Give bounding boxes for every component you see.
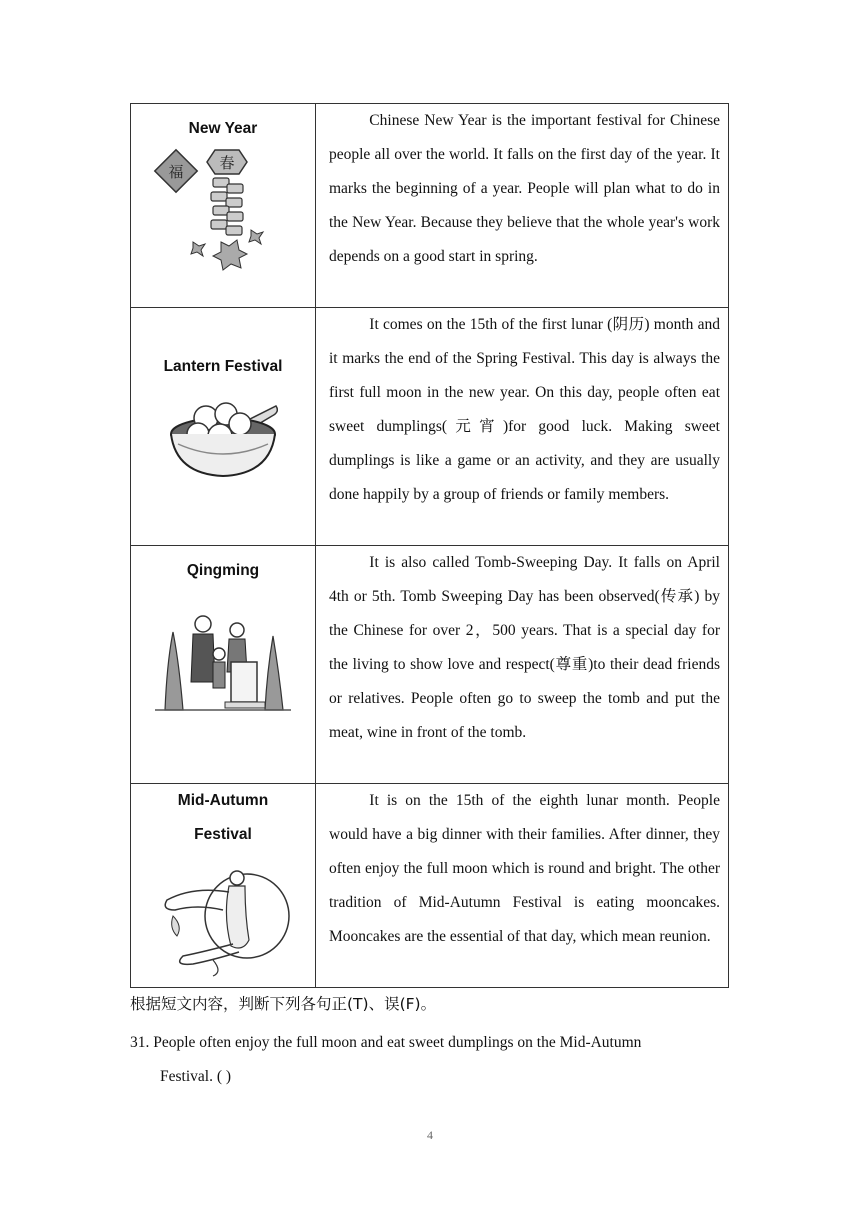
festival-description-cell xyxy=(316,308,729,546)
festival-name: Qingming xyxy=(186,562,260,579)
table-row xyxy=(131,546,729,784)
instruction-text: 根据短文内容，判断下列各句正(T)、误(F)。 xyxy=(130,995,437,1013)
festival-table xyxy=(130,103,729,988)
page-number: 4 xyxy=(427,1128,433,1142)
svg-text:福: 福 xyxy=(168,163,184,181)
table-row xyxy=(131,104,729,308)
table-row xyxy=(131,784,729,988)
firecracker-icon xyxy=(153,146,293,286)
chang-e-moon-icon xyxy=(153,856,293,978)
festival-description: It comes on the 15th of the first lunar (阴历) month and it marks the end of the Spring Festival. This day is always the first full moon in the new year. On this day, people often eat sweet dumplings(元宵)for good luck. Making sweet dumplings is like a game or an activity, and they are usually done happily by a group of friends or family members. xyxy=(329,316,720,503)
festival-name-cell xyxy=(131,784,316,988)
festival-description-cell xyxy=(316,546,729,784)
festival-name-cell xyxy=(131,546,316,784)
festival-name: Lantern Festival xyxy=(163,358,283,375)
festival-description-cell xyxy=(316,784,729,988)
svg-text:春: 春 xyxy=(219,154,235,172)
table-row xyxy=(131,308,729,546)
festival-description: It is on the 15th of the eighth lunar month. People would have a big dinner with their families. After dinner, they often enjoy the full moon which is round and bright. The other tradition of Mid-Autumn Festival is eating mooncakes. Mooncakes are the essential of that day, which mean reunion. xyxy=(329,792,720,945)
festival-description-cell xyxy=(316,104,729,308)
question-31-line1: 31. People often enjoy the full moon and eat sweet dumplings on the Mid-Autumn xyxy=(130,1034,642,1051)
festival-description: It is also called Tomb-Sweeping Day. It falls on April 4th or 5th. Tomb Sweeping Day has been observed(传承) by the Chinese for over 2，500 years. That is a special day for the living to show love and respect(尊重)to their dead friends or relatives. People often go to sweep the tomb and put the meat, wine in front of the tomb. xyxy=(329,554,720,741)
festival-name-cell xyxy=(131,308,316,546)
festival-name-cell xyxy=(131,104,316,308)
festival-description: Chinese New Year is the important festival for Chinese people all over the world. It falls on the first day of the year. It marks the beginning of a year. People will plan what to do in the New Year. Because they believe that the whole year's work depends on a good start in spring. xyxy=(329,112,720,265)
dumpling-bowl-icon xyxy=(168,384,278,484)
festival-name: New Year xyxy=(188,120,258,137)
question-31-line2: Festival. ( ) xyxy=(160,1068,232,1085)
festival-name-line1: Mid-Autumn xyxy=(177,792,269,809)
festival-name-line2: Festival xyxy=(194,826,252,843)
tomb-family-icon xyxy=(155,602,291,712)
